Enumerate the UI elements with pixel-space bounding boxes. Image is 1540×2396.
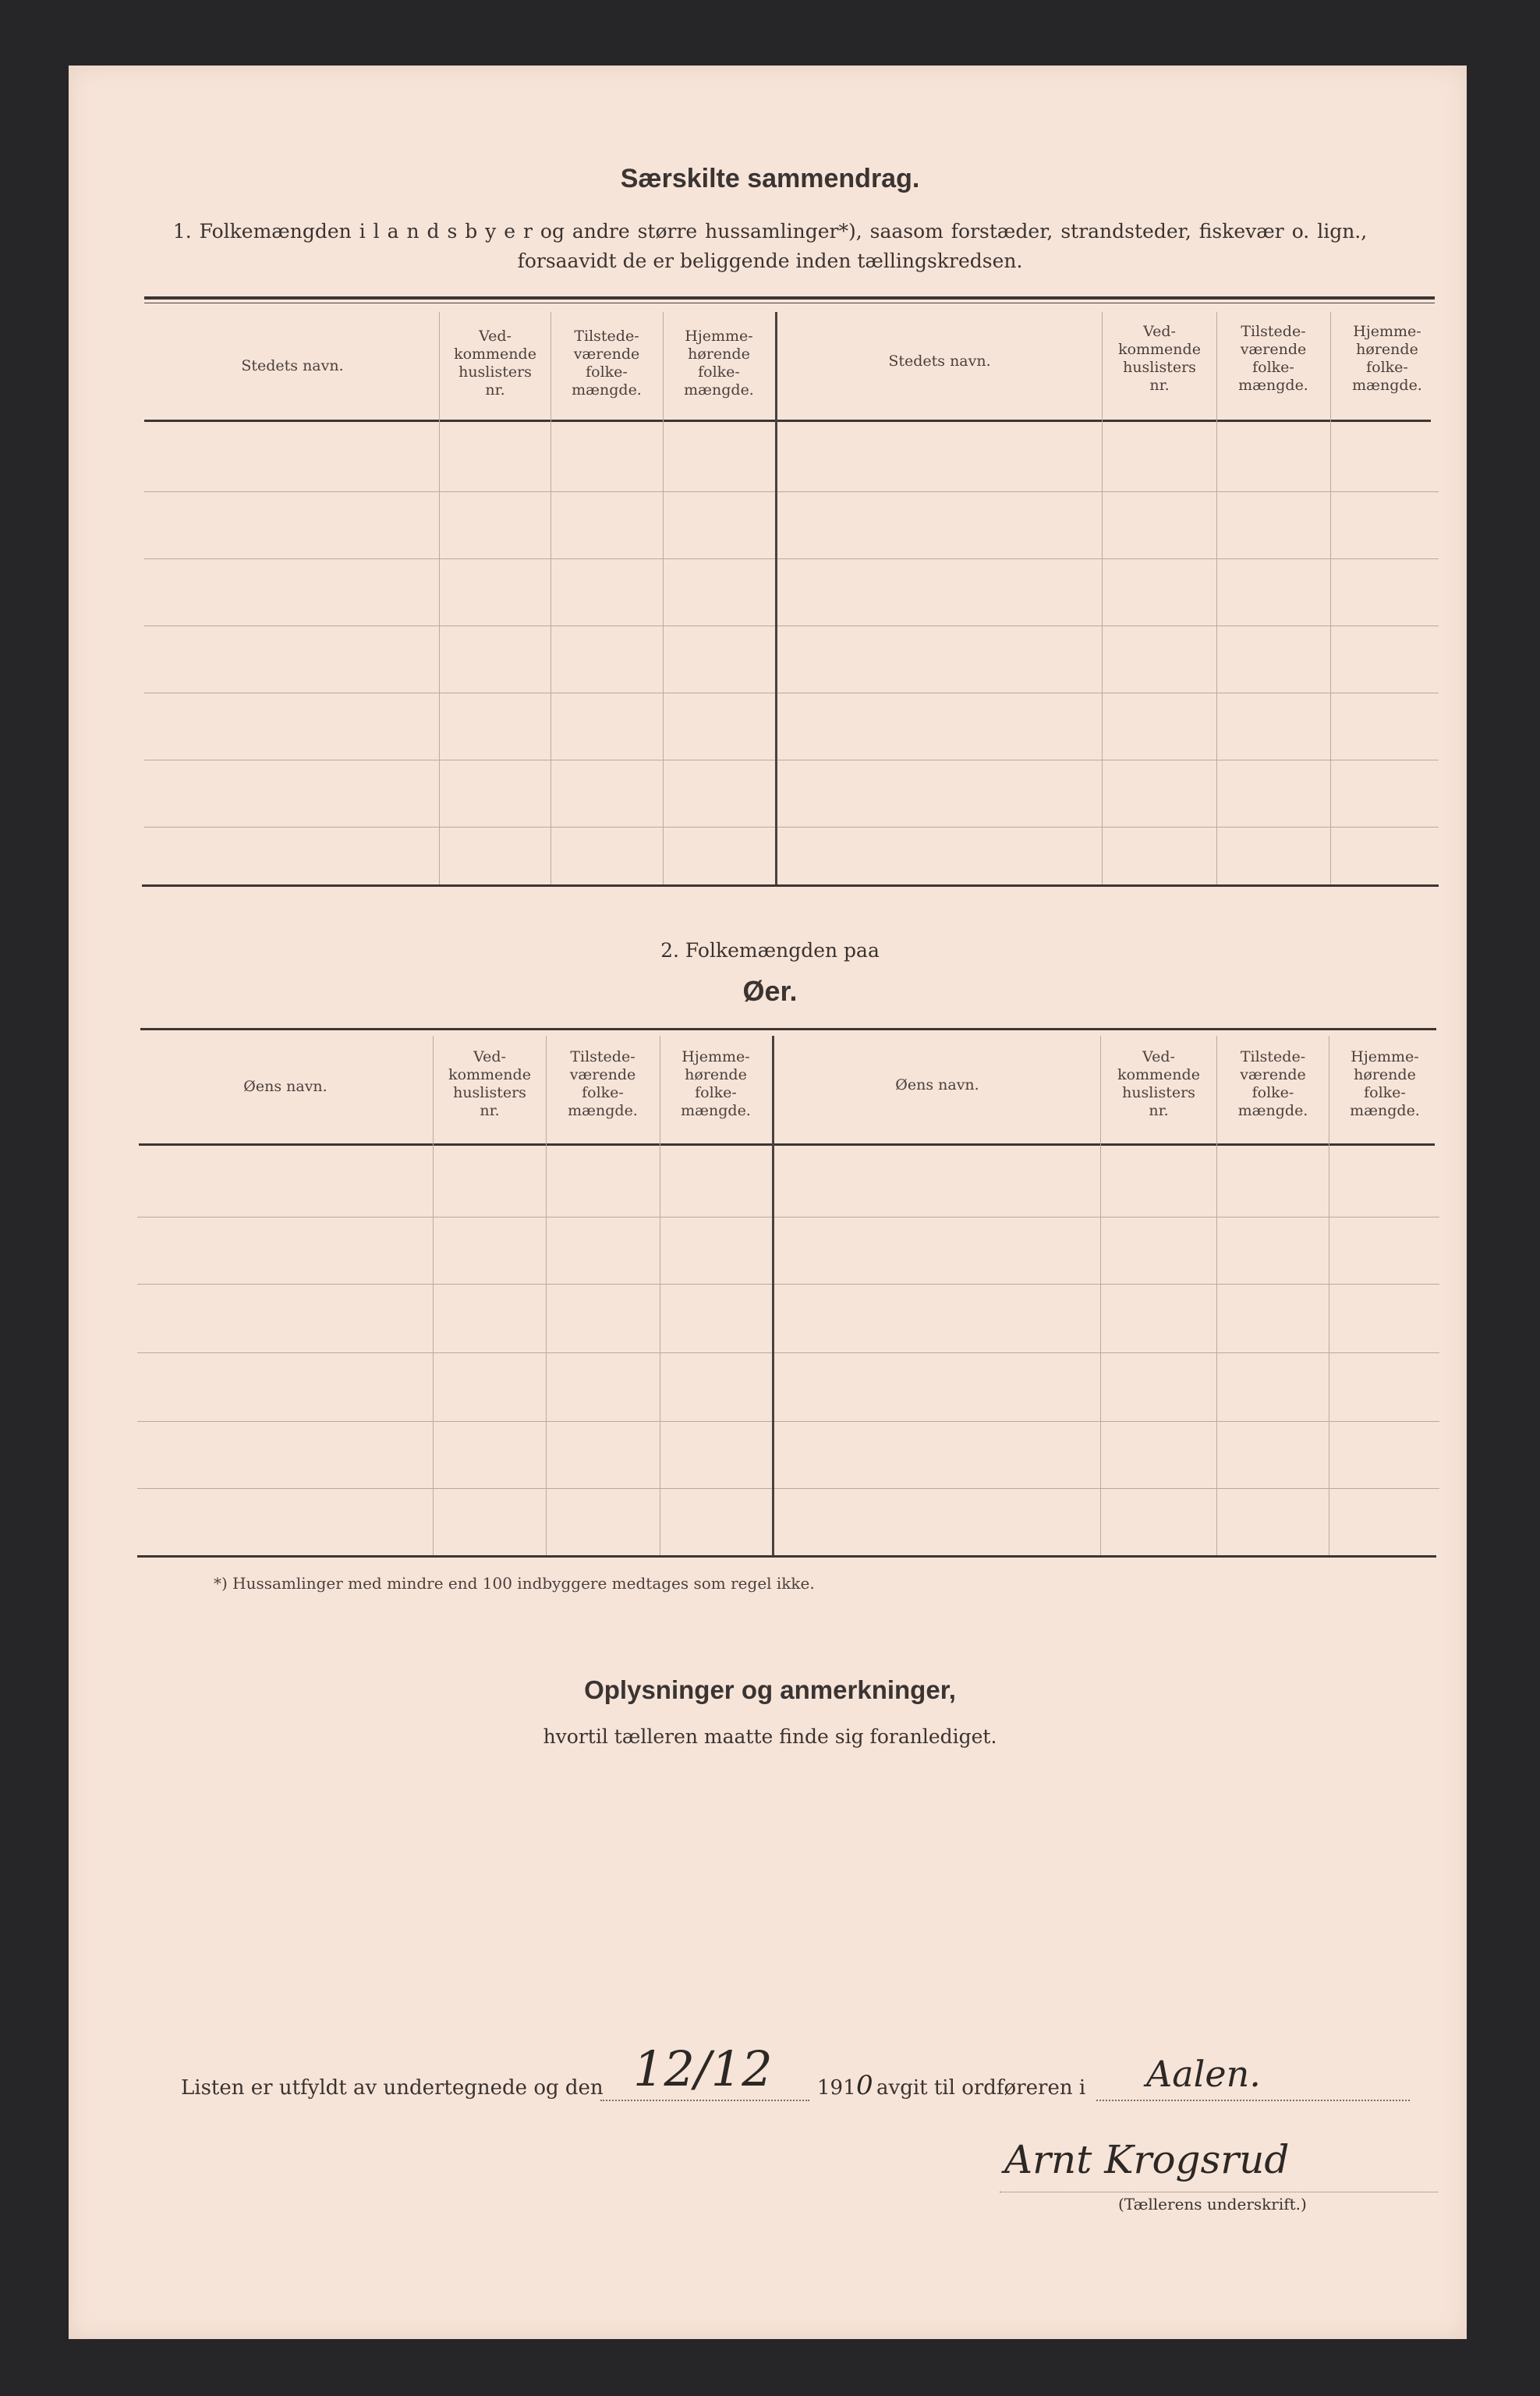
section2-subheading: Øer.: [742, 975, 798, 1007]
col-present-pop-right-2: Tilstede- værende folke- mængde.: [1237, 1048, 1308, 1119]
col-island-name-right: Øens navn.: [895, 1076, 979, 1093]
col-household-list-right-2: Ved- kommende huslisters nr.: [1117, 1048, 1200, 1119]
col-present-pop-left-2: Tilstede- værende folke- mængde.: [568, 1048, 638, 1119]
col-place-name-left: Stedets navn.: [241, 357, 344, 374]
col-place-name-right: Stedets navn.: [888, 353, 991, 370]
signoff-year-prefix: 191: [817, 2076, 856, 2100]
section1-intro-line2: forsaavidt de er beliggende inden tællingskredsen.: [517, 250, 1023, 272]
col-household-list-right: Ved- kommende huslisters nr.: [1118, 323, 1201, 394]
section1-heading: Særskilte sammendrag.: [620, 164, 920, 193]
col-island-name-left: Øens navn.: [243, 1078, 327, 1095]
col-resident-pop-left-2: Hjemme- hørende folke- mængde.: [681, 1048, 751, 1119]
section1-intro-line1: 1. Folkemængden i l a n d s b y e r og andre større hussamlinger*), saasom forstæder, strandsteder, fiskevær o. lign.,: [172, 220, 1368, 243]
signoff-prefix: Listen er utfyldt av undertegnede og den: [181, 2076, 604, 2100]
section2-heading: 2. Folkemængden paa: [660, 939, 880, 962]
signoff-place: Aalen.: [1146, 2053, 1261, 2095]
remarks-subheading: hvortil tælleren maatte finde sig foranlediget.: [543, 1725, 997, 1748]
footnote: *) Hussamlinger med mindre end 100 indbyggere medtages som regel ikke.: [214, 1574, 815, 1593]
col-present-pop-left: Tilstede- værende folke- mængde.: [572, 328, 642, 399]
col-resident-pop-right-2: Hjemme- hørende folke- mængde.: [1350, 1048, 1420, 1119]
census-sheet: [69, 66, 1467, 2339]
col-resident-pop-right: Hjemme- hørende folke- mængde.: [1352, 323, 1422, 394]
signoff-middle: avgit til ordføreren i: [876, 2076, 1086, 2100]
col-household-list-left-2: Ved- kommende huslisters nr.: [448, 1048, 531, 1119]
signature-label: (Tællerens underskrift.): [1118, 2195, 1307, 2213]
remarks-heading: Oplysninger og anmerkninger,: [584, 1675, 956, 1704]
enumerator-signature: Arnt Krogsrud: [1004, 2137, 1290, 2182]
signoff-year-suffix: 0: [856, 2070, 873, 2101]
col-resident-pop-left: Hjemme- hørende folke- mængde.: [684, 328, 754, 399]
col-present-pop-right: Tilstede- værende folke- mængde.: [1238, 323, 1308, 394]
col-household-list-left: Ved- kommende huslisters nr.: [454, 328, 536, 399]
signoff-date: 12/12: [633, 2040, 773, 2097]
